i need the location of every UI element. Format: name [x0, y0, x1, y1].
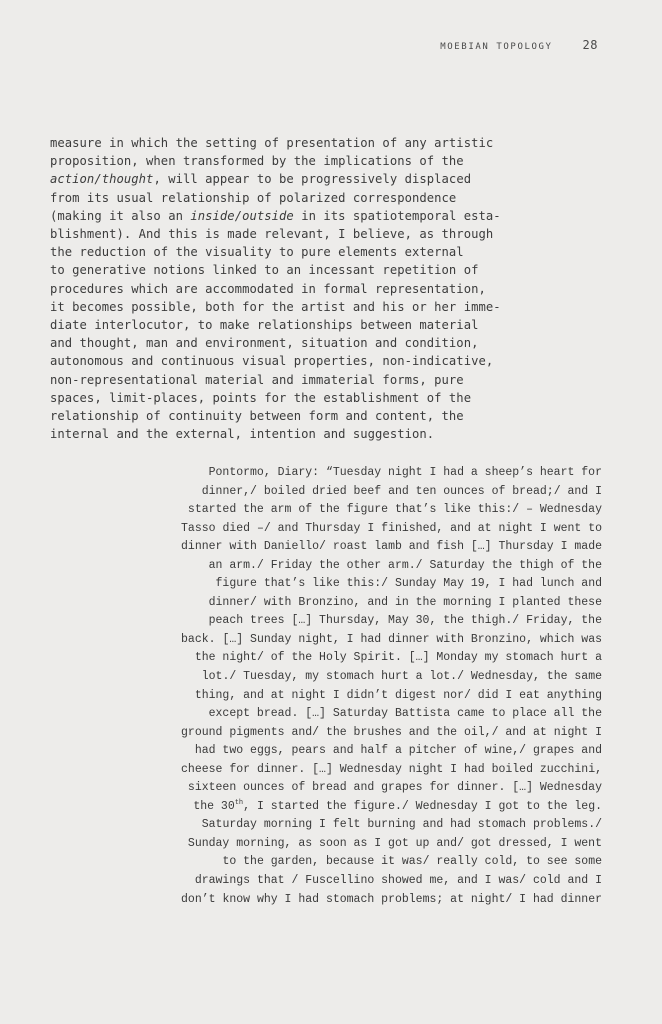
quote-line: dinner with Daniello/ roast lamb and fish […] Thursday I made [181, 540, 602, 554]
page-number: 28 [582, 38, 598, 52]
diary-quote [140, 464, 602, 909]
text-line: spaces, limit-places, points for the establishment of the [50, 390, 472, 405]
text-line: non-representational material and immaterial forms, pure [50, 372, 464, 387]
quote-line: the night/ of the Holy Spirit. […] Monday my stomach hurt a [194, 651, 602, 665]
quote-line: peach trees […] Thursday, May 30, the thigh./ Friday, the [208, 614, 602, 628]
quote-line: drawings that / Fuscellino showed me, and I was/ cold and I [194, 874, 602, 888]
quote-line: to the garden, because it was/ really cold, to see some [222, 855, 602, 869]
quote-line: had two eggs, pears and half a pitcher of wine,/ grapes and [194, 744, 602, 758]
text-line: (making it also an inside/outside in its spatiotemporal esta- [50, 208, 501, 223]
text-line: and thought, man and environment, situation and condition, [50, 336, 479, 351]
body-paragraph [50, 134, 520, 443]
text-line: it becomes possible, both for the artist and his or her imme- [50, 299, 501, 314]
quote-line: ground pigments and/ the brushes and the oil,/ and at night I [181, 725, 602, 739]
text-line: internal and the external, intention and suggestion. [50, 427, 435, 442]
quote-line: thing, and at night I didn’t digest nor/ did I eat anything [194, 688, 602, 702]
running-title: MOEBIAN TOPOLOGY [440, 42, 553, 52]
quote-line: dinner/ with Bronzino, and in the morning I planted these [208, 595, 602, 609]
italic-term: inside/outside [190, 208, 294, 223]
quote-line: the 30th, I started the figure./ Wednesday I got to the leg. [193, 799, 602, 813]
text-line: the reduction of the visuality to pure elements external [50, 245, 464, 260]
quote-line: except bread. […] Saturday Battista came to place all the [208, 707, 602, 721]
quote-line: Sunday morning, as soon as I got up and/ got dressed, I went [187, 836, 602, 850]
text-line: to generative notions linked to an incessant repetition of [50, 263, 479, 278]
quote-line: an arm./ Friday the other arm./ Saturday the thigh of the [208, 558, 602, 572]
quote-line: Pontormo, Diary: “Tuesday night I had a sheep’s heart for [208, 466, 602, 479]
italic-term: action/thought [50, 172, 154, 187]
quote-line: back. […] Sunday night, I had dinner with Bronzino, which was [181, 632, 602, 646]
quote-line: figure that’s like this:/ Sunday May 19, I had lunch and [215, 577, 602, 591]
quote-line: lot./ Tuesday, my stomach hurt a lot./ Wednesday, the same [201, 670, 602, 684]
text-line: measure in which the setting of presentation of any artistic [50, 136, 494, 150]
text-line: blishment). And this is made relevant, I believe, as through [50, 227, 494, 242]
text-line: from its usual relationship of polarized correspondence [50, 190, 457, 205]
text-line: relationship of continuity between form and content, the [50, 409, 464, 424]
ordinal-suffix: th [234, 799, 244, 808]
quote-line: Saturday morning I felt burning and had stomach problems./ [201, 818, 602, 832]
quote-line: Tasso died –/ and Thursday I finished, and at night I went to [181, 521, 602, 535]
quote-line: cheese for dinner. […] Wednesday night I had boiled zucchini, [181, 762, 602, 776]
quote-line: sixteen ounces of bread and grapes for dinner. […] Wednesday [187, 781, 602, 795]
quote-line: dinner,/ boiled dried beef and ten ounces of bread;/ and I [201, 484, 602, 498]
quote-line: don’t know why I had stomach problems; at night/ I had dinner [181, 892, 602, 906]
text-line: autonomous and continuous visual properties, non-indicative, [50, 354, 494, 369]
running-head [440, 38, 598, 52]
text-line: action/thought, will appear to be progressively displaced [50, 172, 472, 187]
quote-line: started the arm of the figure that’s like this:/ – Wednesday [187, 503, 602, 517]
text-line: diate interlocutor, to make relationships between material [50, 318, 479, 333]
text-line: proposition, when transformed by the implications of the [50, 154, 464, 169]
text-line: procedures which are accommodated in formal representation, [50, 281, 486, 296]
